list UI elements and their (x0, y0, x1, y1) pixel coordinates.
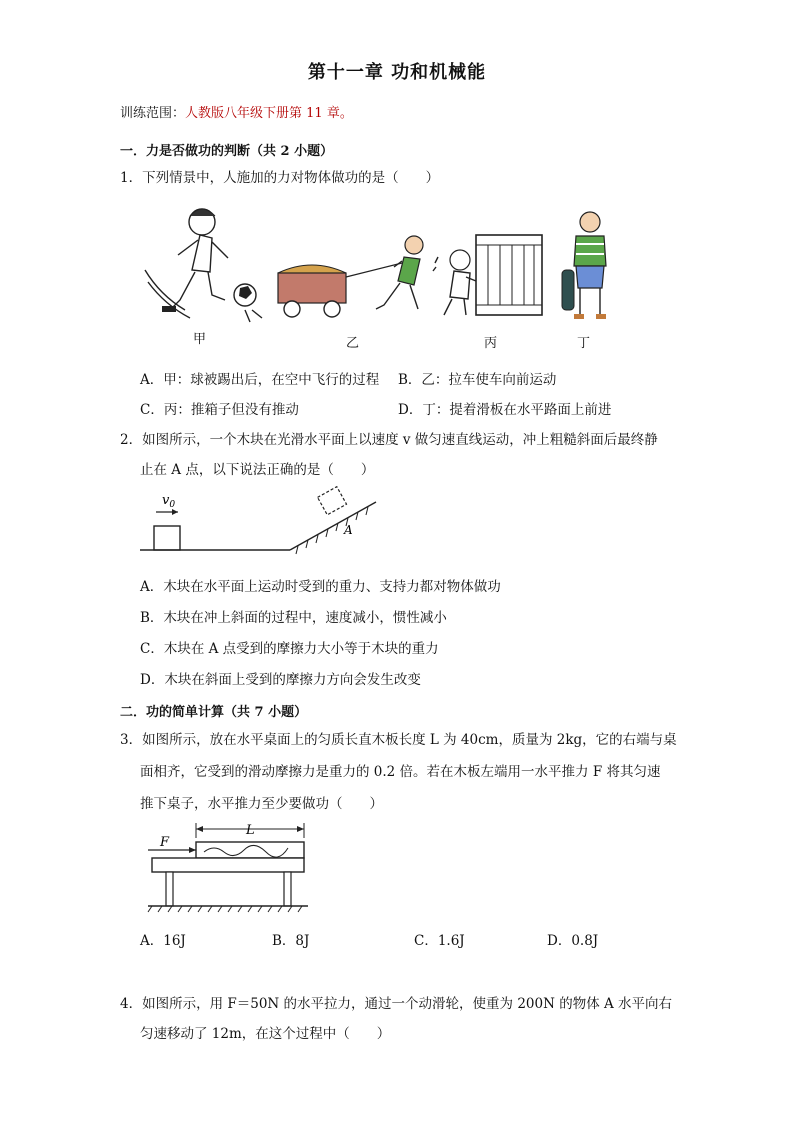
section-heading-1: 一．力是否做功的判断（共 2 小题） (120, 144, 334, 159)
q1-caption-ding: 丁 (577, 336, 591, 351)
q1-caption-bing: 丙 (484, 336, 498, 351)
question-3-stem-line-3: 推下桌子，水平推力至少要做功（ ） (140, 796, 383, 812)
q1-figure-pull-cart (272, 205, 442, 325)
page-title: 第十一章 功和机械能 (307, 62, 487, 83)
question-4-stem-line-1: 4．如图所示，用 F＝50N 的水平拉力，通过一个动滑轮，使重为 200N 的物体 A 水平向右 (120, 996, 673, 1012)
q1-caption-yi: 乙 (346, 336, 360, 351)
q2-option-c: C．木块在 A 点受到的摩擦力大小等于木块的重力 (140, 641, 439, 657)
q2-velocity-label: $v_0$ (162, 493, 176, 510)
question-3-stem-line-2: 面相齐，它受到的滑动摩擦力是重力的 0.2 倍。若在木板左端用一水平推力 F 将其匀速 (140, 764, 661, 780)
q3-option-b: B．8J (272, 933, 310, 949)
q1-figure-push-box (430, 205, 550, 325)
q2-option-b: B．木块在冲上斜面的过程中，速度减小，惯性减小 (140, 610, 447, 626)
question-2-stem-line-2: 止在 A 点，以下说法正确的是（ ） (140, 462, 375, 478)
q1-figure-kick-ball (140, 200, 270, 330)
q3-option-d: D．0.8J (547, 933, 599, 949)
question-1-stem: 1．下列情景中，人施加的力对物体做功的是（ ） (120, 170, 440, 186)
scope-label: 训练范围： (120, 106, 186, 121)
q1-option-c: C．丙：推箱子但没有推动 (140, 402, 299, 418)
q1-option-d: D．丁：提着滑板在水平路面上前进 (398, 402, 612, 418)
question-3-stem-line-1: 3．如图所示，放在水平桌面上的匀质长直木板长度 L 为 40cm，质量为 2kg，它的右端与桌 (120, 732, 677, 748)
q3-option-c: C．1.6J (414, 933, 465, 949)
question-4-stem-line-2: 匀速移动了 12m，在这个过程中（ ） (140, 1026, 391, 1042)
q1-option-a: A．甲：球被踢出后，在空中飞行的过程 (140, 372, 380, 388)
training-scope (120, 102, 353, 121)
q3-option-a: A．16J (140, 933, 186, 949)
q2-option-d: D．木块在斜面上受到的摩擦力方向会发生改变 (140, 672, 421, 688)
scope-value: 人教版八年级下册第 11 章。 (185, 106, 353, 121)
q1-caption-jia: 甲 (193, 332, 207, 347)
q3-force-label: F (160, 835, 170, 850)
q3-length-label: L (246, 823, 255, 838)
q2-point-a-label: A (344, 523, 353, 537)
question-2-stem-line-1: 2．如图所示，一个木块在光滑水平面上以速度 v 做匀速直线运动，冲上粗糙斜面后最终静 (120, 432, 658, 448)
q1-option-b: B．乙：拉车使车向前运动 (398, 372, 557, 388)
q3-figure-board-table (148, 820, 318, 912)
section-heading-2: 二．功的简单计算（共 7 小题） (120, 705, 308, 720)
q2-figure-block-incline (140, 490, 390, 560)
q2-option-a: A．木块在水平面上运动时受到的重力、支持力都对物体做功 (140, 579, 501, 595)
q1-figure-carry-skateboard (560, 208, 620, 328)
